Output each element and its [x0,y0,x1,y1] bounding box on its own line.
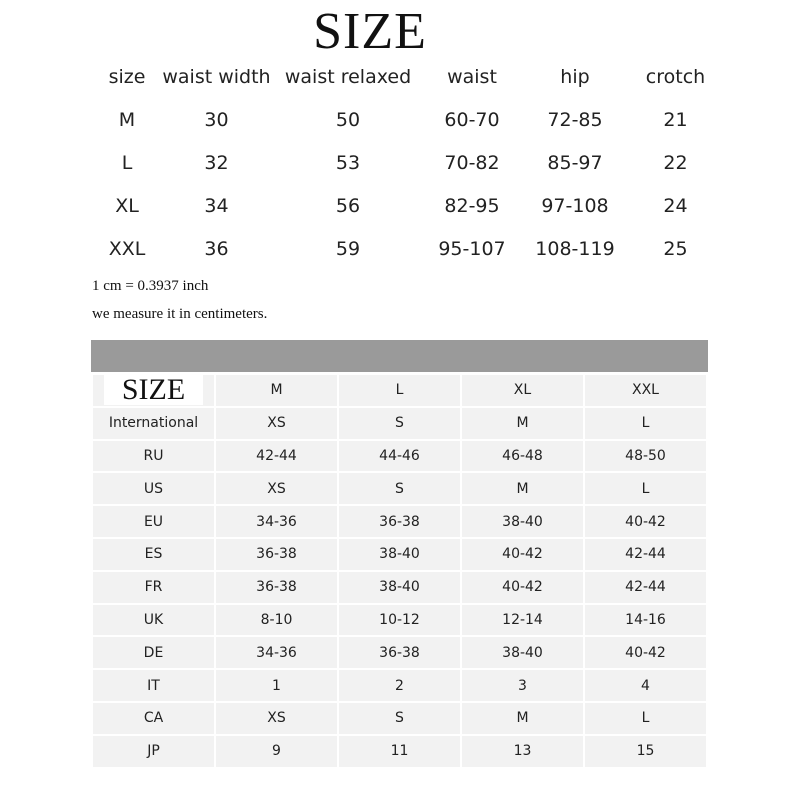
page-title: SIZE [313,3,427,60]
table-cell: 53 [335,151,361,174]
table-cell: 34-36 [216,506,337,537]
table-row [93,637,706,668]
table-cell: 2 [339,670,460,701]
column-header: crotch [645,66,706,88]
table-row [93,441,706,472]
table-cell: 48-50 [585,441,706,472]
table-cell: XXL [108,237,146,260]
table-cell: 22 [663,151,688,174]
table-cell: 30 [204,108,229,131]
table-cell: 40-42 [462,572,583,603]
table-cell: 40-42 [462,539,583,570]
table-cell: M [462,703,583,734]
measurement-table [95,56,723,270]
table-cell: 3 [462,670,583,701]
measurement-header-row [95,56,723,98]
table-cell: 60-70 [444,108,500,131]
table-row [95,184,723,227]
table-cell: 34-36 [216,637,337,668]
row-label: DE [93,637,214,668]
table-cell: 50 [335,108,361,131]
table-row [93,605,706,636]
size-conversion-table [91,373,708,769]
table-cell: 40-42 [585,637,706,668]
table-cell: 44-46 [339,441,460,472]
table-cell: M [462,408,583,439]
measurement-unit-note: we measure it in centimeters. [92,306,268,322]
table-cell: L [121,151,133,174]
column-header: M [216,375,337,406]
size-label: SIZE [104,375,203,405]
corner-cell [93,375,214,406]
table-cell: 72-85 [547,108,603,131]
table-cell: L [585,703,706,734]
row-label: CA [93,703,214,734]
table-cell: 85-97 [547,151,603,174]
column-header: XXL [585,375,706,406]
column-header: hip [560,66,590,88]
table-row [93,408,706,439]
table-cell: 21 [663,108,688,131]
table-cell: 46-48 [462,441,583,472]
table-cell: 36-38 [216,572,337,603]
table-row [93,670,706,701]
table-cell: 12-14 [462,605,583,636]
table-cell: 8-10 [216,605,337,636]
table-cell: XS [216,408,337,439]
column-header: waist width [162,66,271,88]
table-row [95,98,723,141]
table-cell: 36-38 [339,637,460,668]
table-cell: S [339,408,460,439]
column-header: XL [462,375,583,406]
table-cell: 9 [216,736,337,767]
table-cell: M [462,473,583,504]
row-label: FR [93,572,214,603]
table-cell: 38-40 [339,572,460,603]
table-cell: 32 [204,151,229,174]
table-cell: 38-40 [462,637,583,668]
row-label: EU [93,506,214,537]
table-cell: 95-107 [438,237,506,260]
table-cell: 40-42 [585,506,706,537]
table-cell: 10-12 [339,605,460,636]
table-cell: XS [216,473,337,504]
table-row [93,506,706,537]
table-cell: XS [216,703,337,734]
table-cell: L [585,408,706,439]
table-cell: 11 [339,736,460,767]
row-label: UK [93,605,214,636]
table-cell: S [339,703,460,734]
table-cell: 15 [585,736,706,767]
table-cell: 42-44 [216,441,337,472]
table-row [95,141,723,184]
table-cell: 14-16 [585,605,706,636]
table-cell: 82-95 [444,194,500,217]
unit-conversion-note: 1 cm = 0.3937 inch [92,278,209,294]
table-cell: 97-108 [541,194,609,217]
table-cell: 108-119 [535,237,615,260]
table-cell: 13 [462,736,583,767]
row-label: International [93,408,214,439]
column-header: size [108,66,146,88]
table-cell: S [339,473,460,504]
table-cell: 42-44 [585,539,706,570]
table-cell: 36-38 [339,506,460,537]
table-cell: 56 [335,194,361,217]
table-cell: 59 [335,237,361,260]
table-cell: 42-44 [585,572,706,603]
row-label: ES [93,539,214,570]
table-cell: 34 [204,194,229,217]
table-cell: 25 [663,237,688,260]
table-cell: 38-40 [462,506,583,537]
row-label: IT [93,670,214,701]
column-header: waist [447,66,497,88]
table-row [93,736,706,767]
table-row [93,539,706,570]
table-cell: 4 [585,670,706,701]
table-row [93,473,706,504]
table-row [93,703,706,734]
table-cell: 36-38 [216,539,337,570]
table-row [95,227,723,270]
table-cell: M [118,108,136,131]
conversion-header-row [93,375,706,406]
table-row [93,572,706,603]
table-cell: XL [115,194,139,217]
table-cell: 1 [216,670,337,701]
table-cell: L [585,473,706,504]
column-header: L [339,375,460,406]
column-header: waist relaxed [284,66,412,88]
row-label: US [93,473,214,504]
table-cell: 36 [204,237,229,260]
table-cell: 70-82 [444,151,500,174]
row-label: RU [93,441,214,472]
table-cell: 38-40 [339,539,460,570]
table-cell: 24 [663,194,688,217]
row-label: JP [93,736,214,767]
header-bar [91,340,708,372]
